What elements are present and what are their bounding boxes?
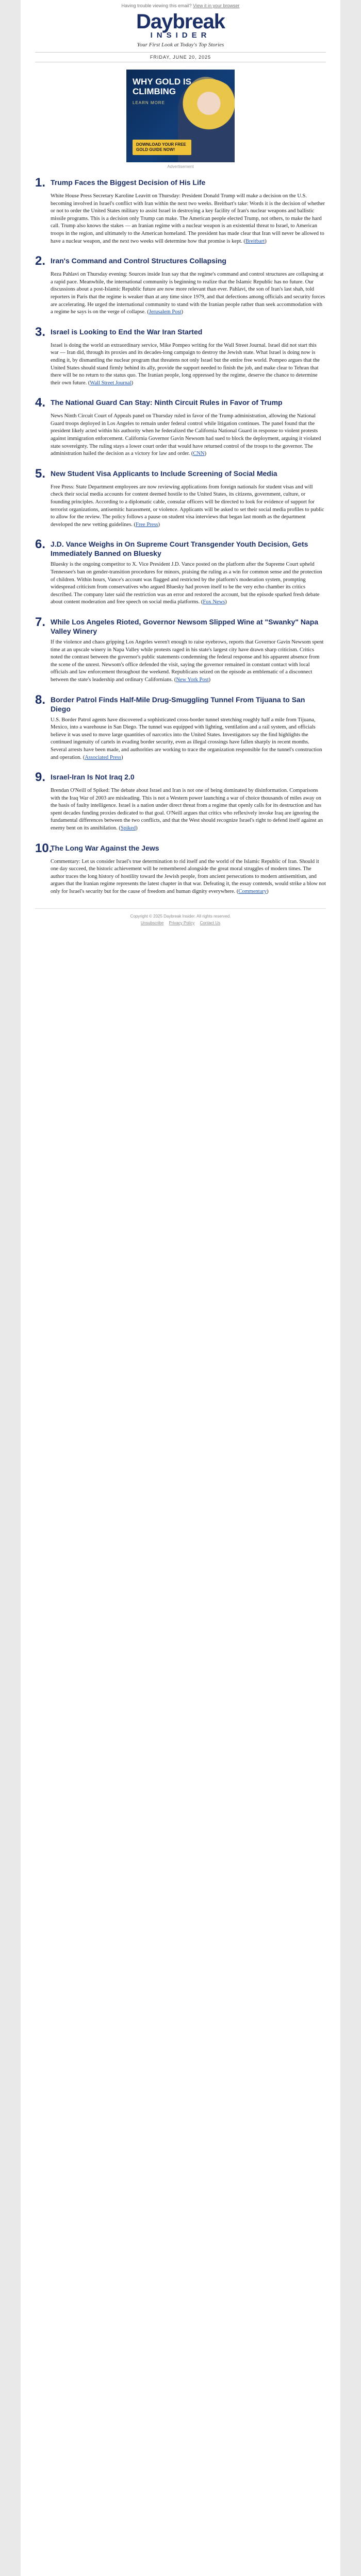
story-source-link[interactable]: Free Press [136, 521, 158, 528]
story-summary: If the violence and chaos gripping Los Angeles weren't enough to raise eyebrows, reports that Governor Gavin Newsom spent time at an upscale winery in Napa Valley while protests raged in his state's largest city have drawn sharp criticism. Critics noted the contrast between the governor's public statements condemning the federal response and his apparent absence from the scene of the unrest. Newsom's office defended the visit, saying the governor remained in constant contact with local officials and law enforcement throughout the weekend. Republicans seized on the episode as emblematic of a disconnect between the state's leadership and ordinary Californians. (New York Post) [51, 639, 324, 683]
story-source-link[interactable]: Associated Press [85, 754, 122, 760]
footer-links [35, 921, 326, 925]
story-number: 8. [35, 692, 46, 707]
top-note-text: Having trouble viewing this email? [121, 3, 192, 8]
email-container [21, 0, 340, 2576]
story-number: 5. [35, 466, 46, 481]
story-source-link[interactable]: Jerusalem Post [149, 309, 182, 315]
logo-main-text: Daybreak [136, 10, 225, 33]
story-headline-link[interactable]: New Student Visa Applicants to Include Screening of Social Media [51, 469, 277, 478]
ad-cta-button[interactable]: DOWNLOAD YOUR FREE GOLD GUIDE NOW! [133, 140, 191, 155]
story-summary: White House Press Secretary Karoline Leavitt on Thursday: President Donald Trump will make a decision on the U.S. becoming involved in Israel's conflict with Iran within the next two weeks. Breitbart's take: Words it is the decision of whether or not to order the United States military to assist Israel in destroying a key facility of Iran's nuclear weapons and ballistic missile programs. This is a decision only Trump can make. The American people elected Trump, not others, to make the hard call. Trump also knows the stakes — an Iranian regime with a nuclear weapon is an existential threat to Israel, to American troops in the region, and ultimately to the American homeland. The president has made clear that Iran will never be allowed to have a nuclear weapon, and the next two weeks will determine how that promise is kept. (Breitbart) [51, 193, 325, 244]
contact-us-link[interactable]: Contact Us [200, 920, 221, 925]
story-number: 4. [35, 396, 46, 410]
story-summary-text: Brendan O'Neill of Spiked: The debate about Israel and Iran is not one of being dominated by disinformation. Comparisons with the Iraq War of 2003 are misleading. This is not a Western power launching a war of choice thousands of miles away on the basis of faulty intelligence. Israel is a nation under direct threat from a regime that openly calls for its destruction and has spent decades funding proxies dedicated to that goal. O'Neill argues that critics who reflexively invoke Iraq are ignoring the fundamental differences between the two conflicts, and that the West should recognize Israel's right to defend itself against an enemy bent on its annihilation. [51, 788, 323, 832]
story-headline-link[interactable]: Border Patrol Finds Half-Mile Drug-Smuggling Tunnel From Tijuana to San Diego [51, 695, 305, 713]
story-headline-link[interactable]: J.D. Vance Weighs in On Supreme Court Transgender Youth Decision, Gets Immediately Banned on Bluesky [51, 540, 308, 558]
story-item [35, 467, 326, 529]
story-source-link[interactable]: Spiked [120, 825, 136, 832]
story-item [35, 842, 326, 896]
story-summary-text: If the violence and chaos gripping Los Angeles weren't enough to raise eyebrows, reports that Governor Gavin Newsom spent time at an upscale winery in Napa Valley while protests raged in his state's largest city have drawn sharp criticism. Critics noted the contrast between the governor's public statements condemning the federal response and his apparent absence from the scene of the unrest. Newsom's office defended the visit, saying the governor remained in constant contact with local officials and law enforcement throughout the weekend. Republicans seized on the episode as emblematic of a disconnect between the state's leadership and ordinary Californians. [51, 639, 324, 683]
story-source-link[interactable]: Breitbart [245, 238, 265, 244]
story-source-link[interactable]: CNN [193, 451, 205, 457]
story-headline-link[interactable]: Israel-Iran Is Not Iraq 2.0 [51, 773, 135, 782]
story-summary: News Ninth Circuit Court of Appeals panel on Thursday ruled in favor of the Trump administration, allowing the National Guard troops deployed in Los Angeles to remain under federal control while litigation continues. The panel found that the president likely acted within his authority when he federalized the California National Guard in response to violent protests against immigration enforcement. California Governor Gavin Newsom had sued to block the deployment, arguing it violated state sovereignty. The ruling stays a lower court order that would have returned control of the troops to the governor. The administration hailed the decision as a victory for law and order. (CNN) [51, 413, 321, 457]
story-summary-text: Commentary: Let us consider Israel's true determination to rid itself and the world of the Islamic Republic of Iran. Should it one day succeed, the historic achievement will be remembered alongside the great moral struggles of modern times. The author traces the long history of hostility toward the Jewish people, from ancient persecutions to modern antisemitism, and argues that the Iranian regime represents the latest chapter in that war. Defeating it, the essay contends, would strike a blow not only for Israel's security but for the cause of freedom and human dignity everywhere. [51, 858, 326, 895]
story-list [35, 176, 326, 896]
logo-sub-text: INSIDER [150, 31, 211, 40]
story-item [35, 771, 326, 833]
story-summary: Commentary: Let us consider Israel's true determination to rid itself and the world of the Islamic Republic of Iran. Should it one day succeed, the historic achievement will be remembered alongside the great moral struggles of modern times. The author traces the long history of hostility toward the Jewish people, from ancient persecutions to modern antisemitism, and argues that the Iranian regime represents the latest chapter in that war. Defeating it, the essay contends, would strike a blow not only for Israel's security but for the cause of freedom and human dignity everywhere. (Commentary) [51, 858, 326, 895]
story-source-link[interactable]: Commentary [238, 889, 267, 895]
story-summary-text: White House Press Secretary Karoline Leavitt on Thursday: President Donald Trump will make a decision on the U.S. becoming involved in Israel's conflict with Iran within the next two weeks. Breitbart's take: Words it is the decision of whether or not to order the United States military to assist Israel in destroying a key facility of Iran's nuclear weapons and ballistic missile programs. This is a decision only Trump can make. The American people elected Trump, not others, to make the hard call. Trump also knows the stakes — an Iranian regime with a nuclear weapon is an existential threat to Israel, to American troops in the region, and ultimately to the American homeland. The president has made clear that Iran will never be allowed to have a nuclear weapon, and the next two weeks will determine how that promise is kept. [51, 193, 325, 244]
story-headline-link[interactable]: The Long War Against the Jews [51, 843, 159, 852]
story-number: 9. [35, 770, 46, 785]
copyright-text: Copyright © 2025 Daybreak Insider. All rights reserved. [130, 913, 231, 919]
story-item [35, 538, 326, 606]
story-headline-link[interactable]: Iran's Command and Control Structures Collapsing [51, 257, 226, 265]
email-footer [35, 908, 326, 934]
ad-title: WHY GOLD IS CLIMBING [133, 77, 191, 96]
story-source-link[interactable]: Fox News [203, 599, 225, 605]
story-headline-link[interactable]: While Los Angeles Rioted, Governor Newsom Slipped Wine at "Swanky" Napa Valley Winery [51, 617, 319, 635]
story-summary-text: Free Press: State Department employees are now reviewing applications from foreign nationals for student visas and will check their social media accounts for content deemed hostile to the United States, its citizens, government, culture, or founding principles. According to a diplomatic cable, consular officers will be directed to look for evidence of support for terrorist organizations, antisemitic harassment, or violence. Applicants will be asked to set their social media profiles to public to allow for the review. The policy follows a pause on student visa interviews that began last month as the department developed the new vetting guidelines. [51, 484, 324, 528]
advertisement-banner[interactable] [126, 70, 235, 162]
story-item [35, 326, 326, 387]
story-summary: Free Press: State Department employees are now reviewing applications from foreign nationals for student visas and will check their social media accounts for content deemed hostile to the United States, its citizens, government, culture, or founding principles. According to a diplomatic cable, consular officers will be directed to look for evidence of support for terrorist organizations, antisemitic harassment, or violence. Applicants will be asked to set their social media profiles to public to allow for the review. The policy follows a pause on student visa interviews that began last month as the department developed the new vetting guidelines. (Free Press) [51, 484, 324, 528]
story-number: 10. [35, 841, 53, 855]
story-summary: Brendan O'Neill of Spiked: The debate about Israel and Iran is not one of being dominated by disinformation. Comparisons with the Iraq War of 2003 are misleading. This is not a Western power launching a war of choice thousands of miles away on the basis of faulty intelligence. Israel is a nation under direct threat from a regime that openly calls for its destruction and has spent decades funding proxies dedicated to that goal. O'Neill argues that critics who reflexively invoke Iraq are ignoring the fundamental differences between the two conflicts, and that the West should recognize Israel's right to defend itself against an enemy bent on its annihilation. (Spiked) [51, 788, 323, 832]
story-headline-link[interactable]: The National Guard Can Stay: Ninth Circuit Rules in Favor of Trump [51, 398, 283, 407]
story-number: 6. [35, 537, 46, 552]
story-number: 1. [35, 176, 46, 190]
dateline: FRIDAY, JUNE 20, 2025 [35, 52, 326, 62]
story-summary-text: News Ninth Circuit Court of Appeals panel on Thursday ruled in favor of the Trump administration, allowing the National Guard troops deployed in Los Angeles to remain under federal control while litigation continues. The panel found that the president likely acted within his authority when he federalized the California National Guard in response to violent protests against immigration enforcement. California Governor Gavin Newsom had sued to block the deployment, arguing it violated state sovereignty. The ruling stays a lower court order that would have returned control of the troops to the governor. The administration hailed the decision as a victory for law and order. [51, 413, 321, 457]
tagline: Your First Look at Today's Top Stories [137, 42, 224, 48]
story-item [35, 396, 326, 458]
story-summary: Israel is doing the world an extraordinary service, Mike Pompeo writing for the Wall Street Journal. Israel did not start this war — Iran did, through its proxies and its decades-long campaign to destroy the Jewish state. What Israel is doing now is ending it, by dismantling the nuclear program that threatens not only Israel but the entire free world. Pompeo argues that the United States should stand firmly behind its ally, provide the support needed to finish the job, and make clear to Tehran that there will be no return to the status quo. The Iranian people, long oppressed by the regime, deserve the chance to determine their own future. (Wall Street Journal) [51, 342, 320, 386]
story-number: 2. [35, 254, 46, 268]
story-summary-text: Bluesky is the ongoing competitor to X. Vice President J.D. Vance posted on the platform after the Supreme Court upheld Tennessee's ban on gender-transition procedures for minors, praising the ruling as a win for common sense and the protection of children. Within hours, Vance's account was flagged and restricted by the platform's moderation system, prompting widespread criticism from conservatives who argued Bluesky had proven itself to be the very echo chamber its critics described. The company later said the restriction was an error and restored the account, but the episode sparked fresh debate about content moderation and free speech on social media platforms. [51, 562, 322, 605]
story-summary-text: U.S. Border Patrol agents have discovered a sophisticated cross-border tunnel stretching roughly half a mile from Tijuana, Mexico, into a warehouse in San Diego. The tunnel was equipped with lighting, ventilation and a rail system, and officials believe it was used to move large quantities of narcotics into the United States. Investigators say the find highlights the continued ingenuity of cartels in evading border security, even as illegal crossings have fallen sharply in recent months. Several arrests have been made, and authorities are working to trace the organization responsible for the tunnel's construction and operation. [51, 717, 322, 760]
story-source-link[interactable]: New York Post [176, 676, 209, 683]
unsubscribe-link[interactable]: Unsubscribe [140, 920, 164, 925]
story-summary: U.S. Border Patrol agents have discovered a sophisticated cross-border tunnel stretching roughly half a mile from Tijuana, Mexico, into a warehouse in San Diego. The tunnel was equipped with lighting, ventilation and a rail system, and officials believe it was used to move large quantities of narcotics into the United States. Investigators say the find highlights the continued ingenuity of cartels in evading border security, even as illegal crossings have fallen sharply in recent months. Several arrests have been made, and authorities are working to trace the organization responsible for the tunnel's construction and operation. (Associated Press) [51, 717, 322, 760]
story-number: 7. [35, 615, 46, 629]
view-in-browser-link[interactable]: View it in your browser [193, 3, 240, 8]
story-summary-text: Israel is doing the world an extraordinary service, Mike Pompeo writing for the Wall Street Journal. Israel did not start this war — Iran did, through its proxies and its decades-long campaign to destroy the Jewish state. What Israel is doing now is ending it, by dismantling the nuclear program that threatens not only Israel but the entire free world. Pompeo argues that the United States should stand firmly behind its ally, provide the support needed to finish the job, and make clear to Tehran that there will be no return to the status quo. The Iranian people, long oppressed by the regime, deserve the chance to determine their own future. [51, 342, 320, 386]
story-item [35, 693, 326, 762]
ad-subtitle: LEARN MORE [133, 100, 165, 105]
story-number: 3. [35, 325, 46, 339]
story-summary: Bluesky is the ongoing competitor to X. Vice President J.D. Vance posted on the platform after the Supreme Court upheld Tennessee's ban on gender-transition procedures for minors, praising the ruling as a win for common sense and the protection of children. Within hours, Vance's account was flagged and restricted by the platform's moderation system, prompting widespread criticism from conservatives who argued Bluesky had proven itself to be the very echo chamber its critics described. The company later said the restriction was an error and restored the account, but the episode sparked fresh debate about content moderation and free speech on social media platforms. (Fox News) [51, 562, 322, 605]
privacy-policy-link[interactable]: Privacy Policy [169, 920, 195, 925]
story-summary: Reza Pahlavi on Thursday evening: Sources inside Iran say that the regime's command and control structures are collapsing at a rapid pace. Meanwhile, the international community is beginning to realize that the Islamic Republic has no future. Our discussions about a post-Islamic Republic future are now more relevant than ever. Pahlavi, the son of Iran's last shah, told reporters in Paris that the regime is weaker than at any time since 1979, and that defections among officials and security forces are accelerating. He urged the international community to stand with the Iranian people rather than seek accommodation with a regime he says is on the verge of collapse. (Jerusalem Post) [51, 272, 325, 315]
logo[interactable] [35, 11, 326, 40]
story-item [35, 176, 326, 245]
story-summary-text: Reza Pahlavi on Thursday evening: Sources inside Iran say that the regime's command and control structures are collapsing at a rapid pace. Meanwhile, the international community is beginning to realize that the Islamic Republic has no future. Our discussions about a post-Islamic Republic future are now more relevant than ever. Pahlavi, the son of Iran's last shah, told reporters in Paris that the regime is weaker than at any time since 1979, and that defections among officials and security forces are accelerating. He urged the international community to stand with the Iranian people rather than seek accommodation with a regime he says is on the verge of collapse. [51, 272, 325, 315]
story-item [35, 255, 326, 316]
story-headline-link[interactable]: Israel is Looking to End the War Iran Started [51, 327, 203, 336]
story-item [35, 616, 326, 684]
story-headline-link[interactable]: Trump Faces the Biggest Decision of His Life [51, 178, 206, 187]
top-note [35, 3, 326, 8]
story-source-link[interactable]: Wall Street Journal [90, 380, 132, 386]
ad-label: Advertisement [167, 164, 194, 169]
